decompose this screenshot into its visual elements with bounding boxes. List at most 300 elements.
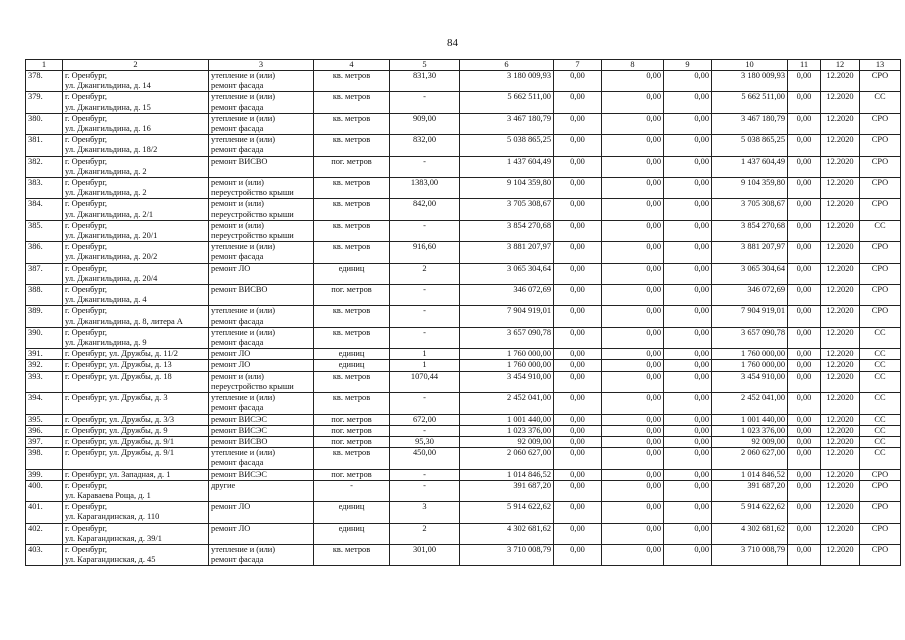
total-cost-cell: 2 452 041,00: [460, 393, 554, 414]
total-cost-cell: 3 467 180,79: [460, 113, 554, 134]
work-type-cell-line: ремонт фасада: [211, 145, 264, 155]
work-type-cell: [209, 263, 314, 284]
table-row: [26, 306, 901, 327]
work-type-cell-line: ремонт ВИСВО: [211, 436, 268, 446]
unit-cell: пог. метров: [314, 469, 390, 480]
total-cost-cell: 1 760 000,00: [460, 349, 554, 360]
address-cell: [63, 360, 209, 371]
fund-cost-cell: 1 023 376,00: [712, 425, 788, 436]
column-number-header: 1: [26, 60, 63, 71]
volume-cell: 301,00: [390, 544, 460, 565]
row-number: 388.: [26, 285, 63, 306]
table-row: [26, 71, 901, 92]
fund-cost-cell: 4 302 681,62: [712, 523, 788, 544]
work-type-cell-line: ремонт фасада: [211, 555, 264, 565]
volume-cell: 832,00: [390, 135, 460, 156]
address-cell-line: ул. Караваева Роща, д. 1: [65, 490, 151, 500]
fund-type-cell: СРО: [860, 523, 901, 544]
deadline-cell: 12.2020: [821, 92, 860, 113]
fund-type-cell: СС: [860, 327, 901, 348]
fund-cost-cell: 3 467 180,79: [712, 113, 788, 134]
fund-type-cell: СРО: [860, 242, 901, 263]
amount-cell: 0,00: [664, 414, 712, 425]
table-row: [26, 425, 901, 436]
amount-cell: 0,00: [554, 393, 602, 414]
table-row: [26, 242, 901, 263]
work-type-cell: [209, 135, 314, 156]
unit-cell: пог. метров: [314, 436, 390, 447]
total-cost-cell: 3 065 304,64: [460, 263, 554, 284]
work-type-cell-line: ремонт ЛО: [211, 263, 251, 273]
work-type-cell-line: [211, 274, 311, 284]
amount-cell: 0,00: [664, 327, 712, 348]
volume-cell: 1383,00: [390, 178, 460, 199]
amount-cell: 0,00: [602, 263, 664, 284]
total-cost-cell: 92 009,00: [460, 436, 554, 447]
unit-cell: единиц: [314, 360, 390, 371]
column-number-header: 7: [554, 60, 602, 71]
total-cost-cell: 9 104 359,80: [460, 178, 554, 199]
work-type-cell-line: переустройство крыши: [211, 381, 294, 391]
unit-cell: кв. метров: [314, 242, 390, 263]
amount-cell: 0,00: [788, 414, 821, 425]
unit-cell: кв. метров: [314, 544, 390, 565]
work-type-cell-line: утепление и (или): [211, 327, 276, 337]
amount-cell: 0,00: [664, 199, 712, 220]
volume-cell: -: [390, 393, 460, 414]
column-number-header: 3: [209, 60, 314, 71]
address-cell-line: г. Оренбург, ул. Дружбы, д. 18: [65, 371, 172, 381]
row-number: 381.: [26, 135, 63, 156]
volume-cell: -: [390, 285, 460, 306]
amount-cell: 0,00: [664, 178, 712, 199]
fund-cost-cell: 1 760 000,00: [712, 349, 788, 360]
volume-cell: 450,00: [390, 448, 460, 469]
address-cell-line: г. Оренбург,: [65, 285, 108, 295]
address-cell: [63, 502, 209, 523]
total-cost-cell: 5 038 865,25: [460, 135, 554, 156]
amount-cell: 0,00: [554, 199, 602, 220]
amount-cell: 0,00: [554, 178, 602, 199]
amount-cell: 0,00: [664, 544, 712, 565]
fund-cost-cell: 3 065 304,64: [712, 263, 788, 284]
amount-cell: 0,00: [602, 448, 664, 469]
fund-type-cell: СРО: [860, 156, 901, 177]
amount-cell: 0,00: [554, 349, 602, 360]
total-cost-cell: 3 854 270,68: [460, 220, 554, 241]
amount-cell: 0,00: [554, 425, 602, 436]
address-cell: [63, 414, 209, 425]
row-number: 384.: [26, 199, 63, 220]
amount-cell: 0,00: [788, 263, 821, 284]
work-type-cell: [209, 414, 314, 425]
amount-cell: 0,00: [602, 178, 664, 199]
address-cell-line: г. Оренбург, ул. Дружбы, д. 9/1: [65, 436, 175, 446]
amount-cell: 0,00: [788, 135, 821, 156]
address-cell-line: г. Оренбург, ул. Дружбы, д. 11/2: [65, 349, 178, 359]
amount-cell: 0,00: [602, 393, 664, 414]
row-number: 379.: [26, 92, 63, 113]
total-cost-cell: 3 710 008,79: [460, 544, 554, 565]
row-number: 389.: [26, 306, 63, 327]
amount-cell: 0,00: [664, 242, 712, 263]
total-cost-cell: 1 014 846,52: [460, 469, 554, 480]
deadline-cell: 12.2020: [821, 135, 860, 156]
column-number-header: 9: [664, 60, 712, 71]
volume-cell: 672,00: [390, 414, 460, 425]
amount-cell: 0,00: [664, 156, 712, 177]
address-cell: [63, 285, 209, 306]
row-number: 382.: [26, 156, 63, 177]
amount-cell: 0,00: [554, 71, 602, 92]
address-cell-line: ул. Джангильдина, д. 2/1: [65, 209, 154, 219]
address-cell-line: г. Оренбург, ул. Дружбы, д. 3/3: [65, 414, 175, 424]
unit-cell: кв. метров: [314, 448, 390, 469]
column-number-header: 6: [460, 60, 554, 71]
volume-cell: -: [390, 306, 460, 327]
work-type-cell: [209, 523, 314, 544]
volume-cell: 1: [390, 360, 460, 371]
address-cell: [63, 371, 209, 392]
volume-cell: -: [390, 156, 460, 177]
fund-type-cell: СРО: [860, 199, 901, 220]
volume-cell: 831,30: [390, 71, 460, 92]
work-type-cell-line: [211, 167, 311, 177]
total-cost-cell: 4 302 681,62: [460, 523, 554, 544]
work-type-cell-line: ремонт ЛО: [211, 502, 251, 512]
fund-type-cell: СС: [860, 371, 901, 392]
unit-cell: кв. метров: [314, 371, 390, 392]
fund-type-cell: СРО: [860, 544, 901, 565]
work-type-cell: [209, 436, 314, 447]
address-cell-line: г. Оренбург,: [65, 71, 108, 80]
amount-cell: 0,00: [664, 436, 712, 447]
deadline-cell: 12.2020: [821, 414, 860, 425]
deadline-cell: 12.2020: [821, 306, 860, 327]
table-row: [26, 360, 901, 371]
amount-cell: 0,00: [788, 349, 821, 360]
work-type-cell-line: утепление и (или): [211, 135, 276, 145]
amount-cell: 0,00: [664, 349, 712, 360]
row-number: 391.: [26, 349, 63, 360]
address-cell-line: ул. Джангильдина, д. 2: [65, 166, 147, 176]
fund-type-cell: СРО: [860, 135, 901, 156]
address-cell-line: г. Оренбург,: [65, 178, 108, 188]
work-type-cell-line: ремонт и (или): [211, 371, 264, 381]
total-cost-cell: 7 904 919,01: [460, 306, 554, 327]
work-type-cell: [209, 393, 314, 414]
address-cell-line: ул. Джангильдина, д. 16: [65, 124, 151, 134]
fund-cost-cell: 3 710 008,79: [712, 544, 788, 565]
row-number: 378.: [26, 71, 63, 92]
amount-cell: 0,00: [664, 71, 712, 92]
amount-cell: 0,00: [788, 156, 821, 177]
repair-register-table: [25, 59, 901, 566]
work-type-cell: [209, 92, 314, 113]
amount-cell: 0,00: [602, 414, 664, 425]
amount-cell: 0,00: [554, 285, 602, 306]
work-type-cell: [209, 544, 314, 565]
total-cost-cell: 1 001 440,00: [460, 414, 554, 425]
row-number: 400.: [26, 480, 63, 501]
work-type-cell: [209, 327, 314, 348]
work-type-cell-line: ремонт ВИСЭС: [211, 425, 267, 435]
column-number-header: 2: [63, 60, 209, 71]
fund-type-cell: СРО: [860, 502, 901, 523]
fund-cost-cell: 3 180 009,93: [712, 71, 788, 92]
amount-cell: 0,00: [602, 199, 664, 220]
address-cell: [63, 544, 209, 565]
fund-cost-cell: 391 687,20: [712, 480, 788, 501]
amount-cell: 0,00: [602, 113, 664, 134]
address-cell: [63, 220, 209, 241]
total-cost-cell: 5 662 511,00: [460, 92, 554, 113]
work-type-cell-line: утепление и (или): [211, 306, 276, 316]
address-cell-line: г. Оренбург, ул. Дружбы, д. 9/1: [65, 448, 175, 458]
amount-cell: 0,00: [664, 220, 712, 241]
total-cost-cell: 1 760 000,00: [460, 360, 554, 371]
address-cell: [63, 92, 209, 113]
work-type-cell: [209, 480, 314, 501]
amount-cell: 0,00: [664, 480, 712, 501]
row-number: 398.: [26, 448, 63, 469]
address-cell-line: г. Оренбург,: [65, 502, 108, 512]
amount-cell: 0,00: [554, 156, 602, 177]
volume-cell: 842,00: [390, 199, 460, 220]
amount-cell: 0,00: [554, 480, 602, 501]
amount-cell: 0,00: [602, 371, 664, 392]
amount-cell: 0,00: [788, 242, 821, 263]
deadline-cell: 12.2020: [821, 242, 860, 263]
amount-cell: 0,00: [788, 544, 821, 565]
work-type-cell: [209, 448, 314, 469]
amount-cell: 0,00: [602, 306, 664, 327]
unit-cell: пог. метров: [314, 156, 390, 177]
amount-cell: 0,00: [554, 242, 602, 263]
amount-cell: 0,00: [602, 327, 664, 348]
work-type-cell-line: утепление и (или): [211, 242, 276, 252]
fund-type-cell: СРО: [860, 480, 901, 501]
amount-cell: 0,00: [602, 469, 664, 480]
fund-cost-cell: 3 854 270,68: [712, 220, 788, 241]
volume-cell: 909,00: [390, 113, 460, 134]
unit-cell: единиц: [314, 502, 390, 523]
amount-cell: 0,00: [664, 393, 712, 414]
amount-cell: 0,00: [788, 306, 821, 327]
fund-type-cell: СС: [860, 92, 901, 113]
deadline-cell: 12.2020: [821, 425, 860, 436]
table-row: [26, 135, 901, 156]
amount-cell: 0,00: [602, 349, 664, 360]
unit-cell: кв. метров: [314, 220, 390, 241]
address-cell-line: ул. Джангильдина, д. 14: [65, 81, 151, 91]
amount-cell: 0,00: [554, 414, 602, 425]
unit-cell: единиц: [314, 349, 390, 360]
row-number: 393.: [26, 371, 63, 392]
work-type-cell-line: ремонт фасада: [211, 81, 264, 91]
work-type-cell-line: [211, 491, 311, 501]
amount-cell: 0,00: [664, 425, 712, 436]
address-cell: [63, 327, 209, 348]
amount-cell: 0,00: [602, 135, 664, 156]
fund-type-cell: СС: [860, 425, 901, 436]
fund-cost-cell: 5 914 622,62: [712, 502, 788, 523]
amount-cell: 0,00: [788, 523, 821, 544]
unit-cell: кв. метров: [314, 327, 390, 348]
work-type-cell-line: ремонт фасада: [211, 458, 264, 468]
amount-cell: 0,00: [554, 523, 602, 544]
total-cost-cell: 1 023 376,00: [460, 425, 554, 436]
column-number-row: [26, 60, 901, 71]
row-number: 402.: [26, 523, 63, 544]
fund-type-cell: СС: [860, 360, 901, 371]
work-type-cell-line: утепление и (или): [211, 393, 276, 403]
deadline-cell: 12.2020: [821, 502, 860, 523]
table-row: [26, 480, 901, 501]
total-cost-cell: 5 914 622,62: [460, 502, 554, 523]
deadline-cell: 12.2020: [821, 327, 860, 348]
amount-cell: 0,00: [554, 306, 602, 327]
fund-type-cell: СС: [860, 220, 901, 241]
work-type-cell: [209, 371, 314, 392]
address-cell-line: г. Оренбург,: [65, 220, 108, 230]
amount-cell: 0,00: [554, 92, 602, 113]
amount-cell: 0,00: [602, 523, 664, 544]
work-type-cell-line: ремонт ВИСЭС: [211, 414, 267, 424]
address-cell: [63, 113, 209, 134]
work-type-cell: [209, 469, 314, 480]
address-cell-line: г. Оренбург,: [65, 523, 108, 533]
row-number: 385.: [26, 220, 63, 241]
work-type-cell: [209, 306, 314, 327]
unit-cell: единиц: [314, 263, 390, 284]
amount-cell: 0,00: [602, 425, 664, 436]
address-cell: [63, 480, 209, 501]
unit-cell: кв. метров: [314, 178, 390, 199]
work-type-cell: [209, 71, 314, 92]
address-cell: [63, 178, 209, 199]
address-cell: [63, 436, 209, 447]
address-cell: [63, 469, 209, 480]
fund-cost-cell: 2 060 627,00: [712, 448, 788, 469]
amount-cell: 0,00: [602, 544, 664, 565]
deadline-cell: 12.2020: [821, 448, 860, 469]
amount-cell: 0,00: [664, 448, 712, 469]
amount-cell: 0,00: [788, 285, 821, 306]
table-row: [26, 349, 901, 360]
amount-cell: 0,00: [788, 220, 821, 241]
volume-cell: 95,30: [390, 436, 460, 447]
address-cell-line: [65, 382, 206, 392]
total-cost-cell: 391 687,20: [460, 480, 554, 501]
work-type-cell-line: [211, 534, 311, 544]
amount-cell: 0,00: [788, 113, 821, 134]
amount-cell: 0,00: [664, 285, 712, 306]
work-type-cell-line: переустройство крыши: [211, 231, 294, 241]
row-number: 403.: [26, 544, 63, 565]
deadline-cell: 12.2020: [821, 220, 860, 241]
work-type-cell-line: утепление и (или): [211, 71, 276, 80]
amount-cell: 0,00: [664, 502, 712, 523]
fund-type-cell: СРО: [860, 71, 901, 92]
address-cell: [63, 135, 209, 156]
deadline-cell: 12.2020: [821, 285, 860, 306]
work-type-cell-line: переустройство крыши: [211, 188, 294, 198]
amount-cell: 0,00: [602, 360, 664, 371]
address-cell-line: г. Оренбург, ул. Дружбы, д. 13: [65, 360, 172, 370]
row-number: 395.: [26, 414, 63, 425]
address-cell-line: г. Оренбург,: [65, 480, 108, 490]
row-number: 380.: [26, 113, 63, 134]
address-cell-line: г. Оренбург,: [65, 199, 108, 209]
amount-cell: 0,00: [788, 327, 821, 348]
amount-cell: 0,00: [788, 92, 821, 113]
deadline-cell: 12.2020: [821, 199, 860, 220]
table-row: [26, 544, 901, 565]
fund-cost-cell: 1 001 440,00: [712, 414, 788, 425]
address-cell-line: г. Оренбург,: [65, 242, 108, 252]
address-cell-line: ул. Джангильдина, д. 20/4: [65, 273, 158, 283]
work-type-cell-line: утепление и (или): [211, 92, 276, 102]
address-cell-line: ул. Джангильдина, д. 18/2: [65, 145, 158, 155]
amount-cell: 0,00: [788, 425, 821, 436]
table-row: [26, 263, 901, 284]
amount-cell: 0,00: [664, 306, 712, 327]
amount-cell: 0,00: [788, 436, 821, 447]
unit-cell: кв. метров: [314, 393, 390, 414]
amount-cell: 0,00: [602, 436, 664, 447]
address-cell-line: г. Оренбург,: [65, 92, 108, 102]
table-row: [26, 156, 901, 177]
address-cell: [63, 156, 209, 177]
address-cell-line: г. Оренбург,: [65, 135, 108, 145]
deadline-cell: 12.2020: [821, 436, 860, 447]
amount-cell: 0,00: [554, 448, 602, 469]
fund-cost-cell: 92 009,00: [712, 436, 788, 447]
work-type-cell: [209, 156, 314, 177]
work-type-cell-line: утепление и (или): [211, 544, 276, 554]
work-type-cell-line: ремонт фасада: [211, 316, 264, 326]
work-type-cell-line: ремонт фасада: [211, 338, 264, 348]
amount-cell: 0,00: [602, 480, 664, 501]
unit-cell: кв. метров: [314, 199, 390, 220]
fund-cost-cell: 5 038 865,25: [712, 135, 788, 156]
column-number-header: 13: [860, 60, 901, 71]
work-type-cell-line: ремонт и (или): [211, 178, 264, 188]
volume-cell: 2: [390, 263, 460, 284]
fund-type-cell: СРО: [860, 178, 901, 199]
unit-cell: кв. метров: [314, 113, 390, 134]
amount-cell: 0,00: [554, 360, 602, 371]
amount-cell: 0,00: [554, 327, 602, 348]
work-type-cell: [209, 220, 314, 241]
fund-cost-cell: 1 437 604,49: [712, 156, 788, 177]
address-cell: [63, 349, 209, 360]
total-cost-cell: 3 705 308,67: [460, 199, 554, 220]
fund-cost-cell: 346 072,69: [712, 285, 788, 306]
fund-type-cell: СРО: [860, 263, 901, 284]
table-row: [26, 113, 901, 134]
row-number: 394.: [26, 393, 63, 414]
volume-cell: -: [390, 92, 460, 113]
deadline-cell: 12.2020: [821, 263, 860, 284]
work-type-cell: [209, 502, 314, 523]
amount-cell: 0,00: [788, 371, 821, 392]
work-type-cell-line: ремонт ВИСВО: [211, 156, 268, 166]
address-cell-line: ул. Джангильдина, д. 20/1: [65, 231, 158, 241]
amount-cell: 0,00: [788, 502, 821, 523]
amount-cell: 0,00: [664, 113, 712, 134]
